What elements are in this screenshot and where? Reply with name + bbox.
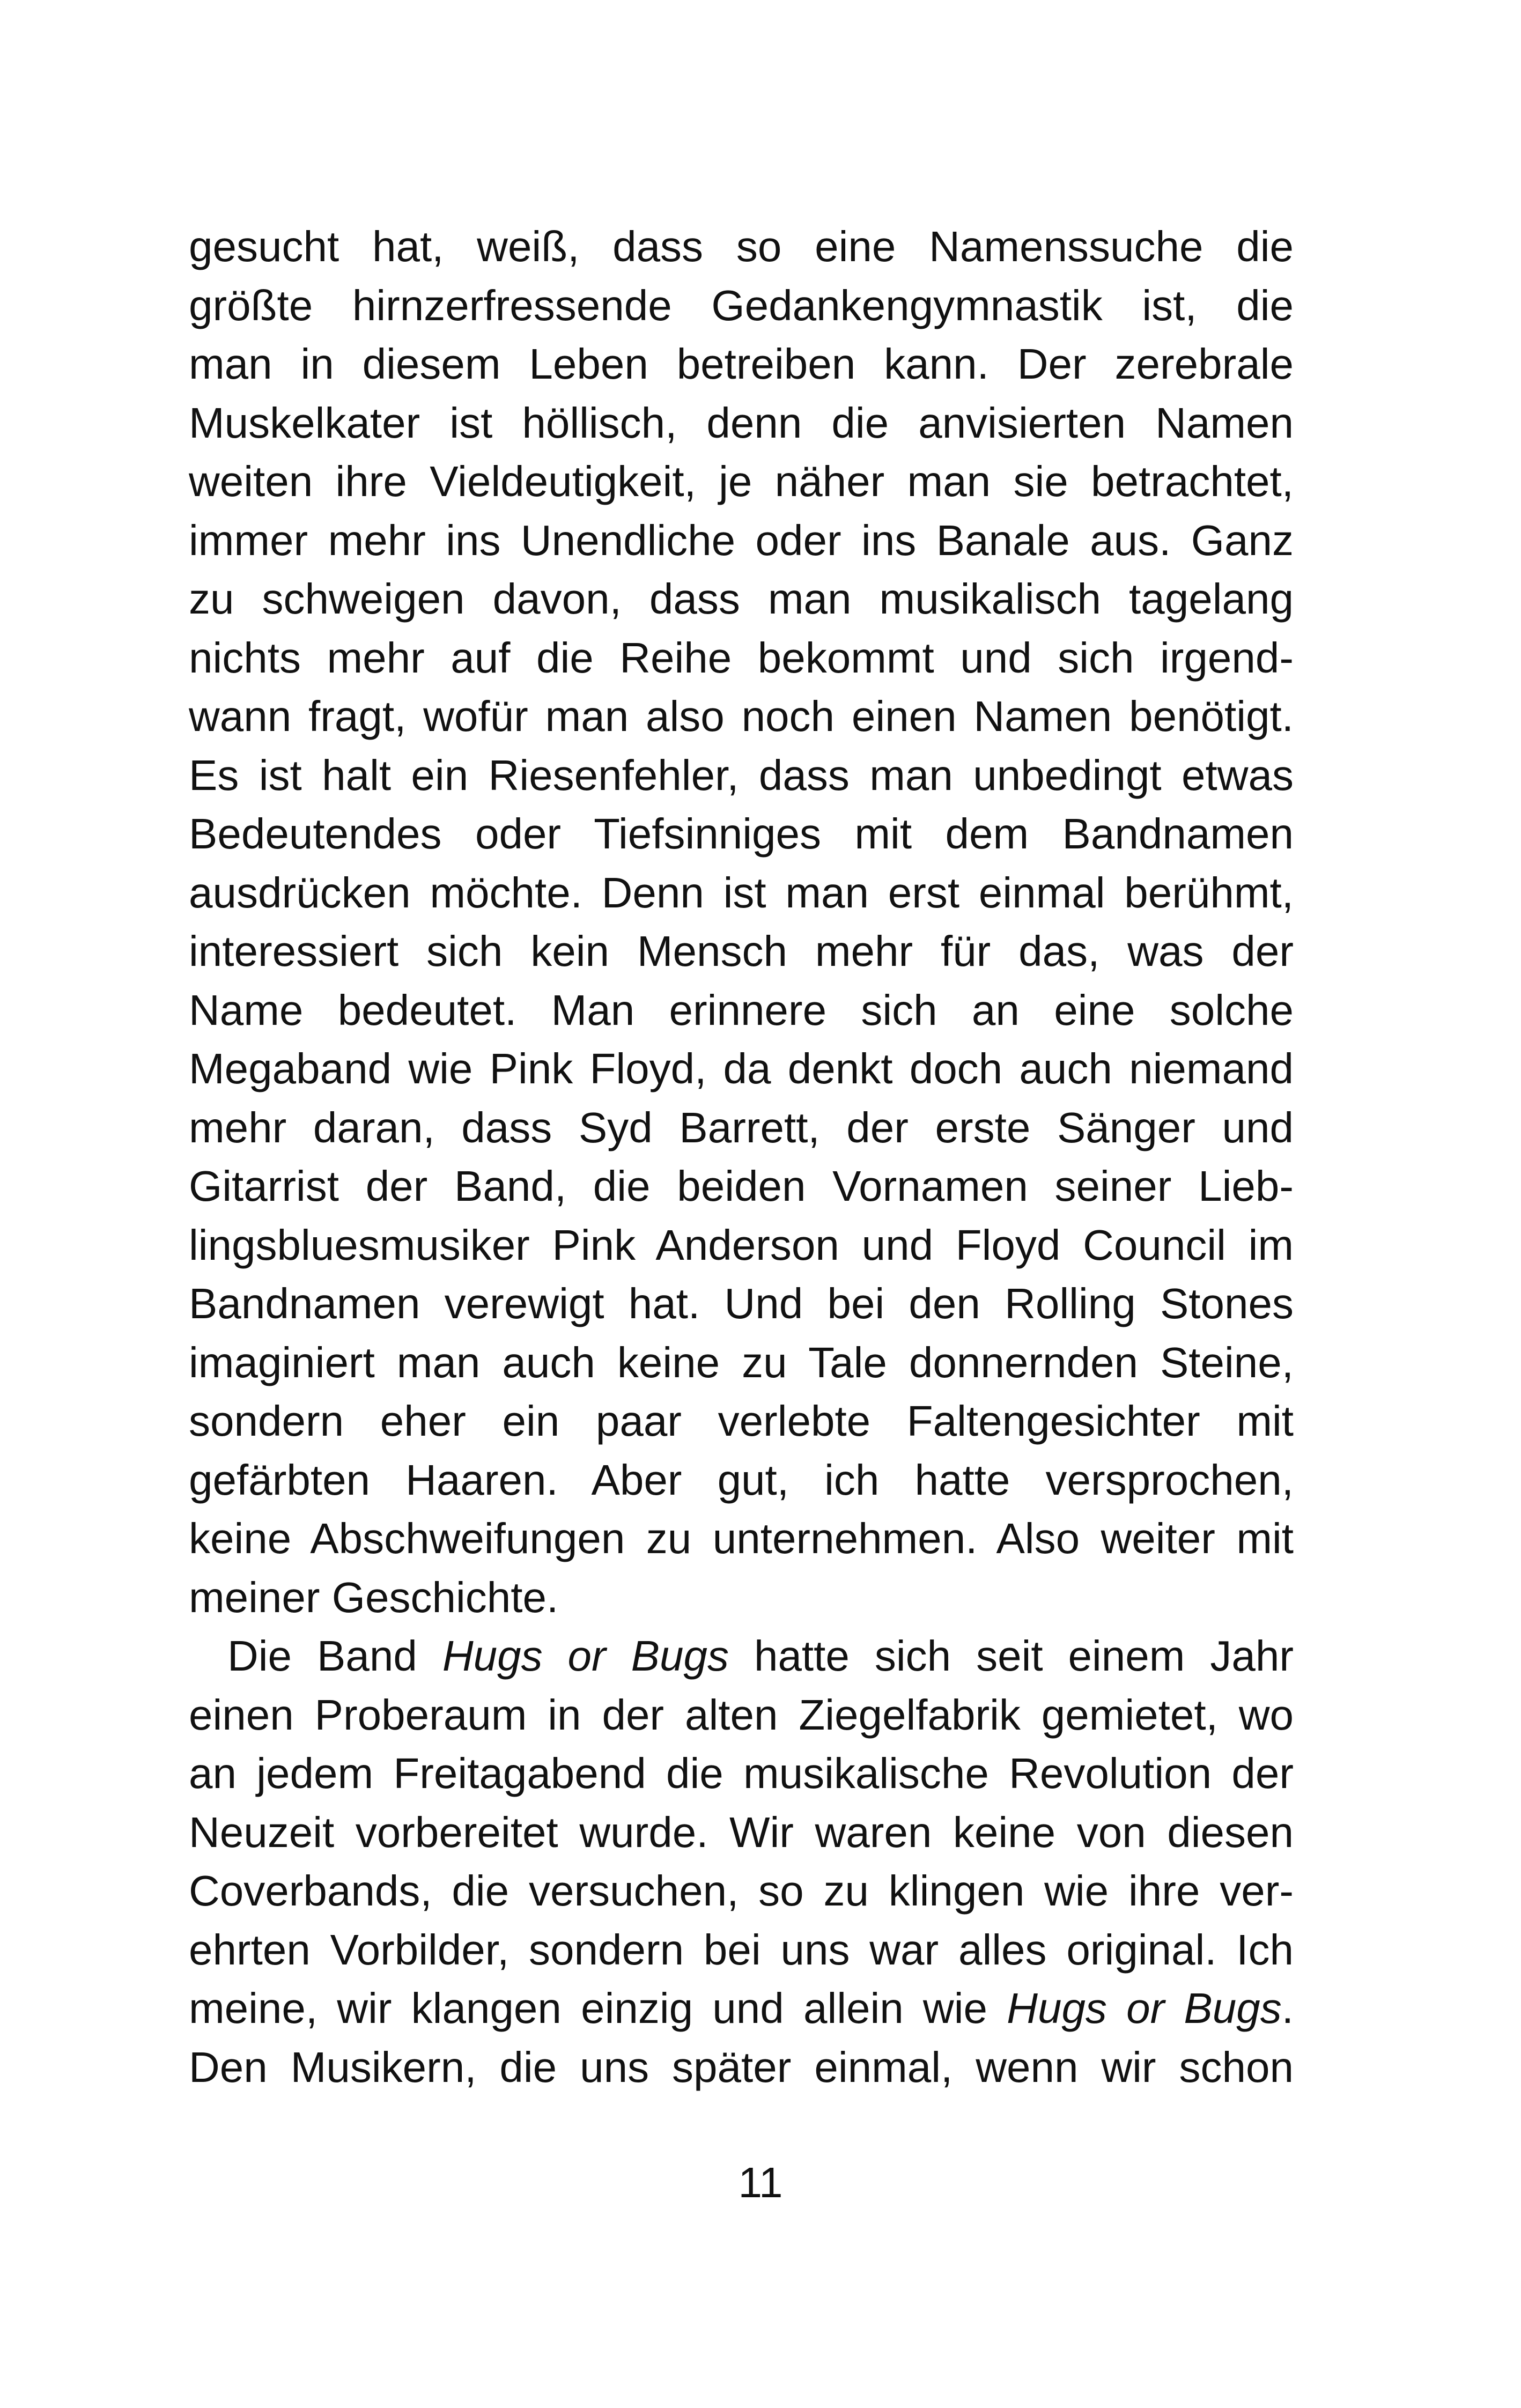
text-line: Den Musikern, die uns später einmal, wenn wir schon bbox=[189, 2043, 1294, 2091]
text-line: Bedeutendes oder Tiefsinniges mit dem Bandnamen bbox=[189, 810, 1294, 858]
text-line bbox=[189, 1627, 1294, 1686]
text-line: ehrten Vorbilder, sondern bei uns war alles original. Ich bbox=[189, 1925, 1294, 1974]
text-line: mehr daran, dass Syd Barrett, der erste Sänger und bbox=[189, 1103, 1294, 1151]
text-run: meine, wir klangen einzig und allein wie bbox=[189, 1984, 1007, 2032]
text-line: Name bedeutet. Man erinnere sich an eine solche bbox=[189, 986, 1294, 1034]
text-line: immer mehr ins Unendliche oder ins Banale aus. Ganz bbox=[189, 516, 1294, 564]
text-line: ausdrücken möchte. Denn ist man erst einmal berühmt, bbox=[189, 868, 1294, 917]
text-line: man in diesem Leben betreiben kann. Der zerebrale bbox=[189, 340, 1294, 388]
text-line: Muskelkater ist höllisch, denn die anvisierten Namen bbox=[189, 398, 1294, 447]
text-line: weiten ihre Vieldeutigkeit, je näher man sie betrachtet, bbox=[189, 457, 1294, 505]
text-run: Die Band bbox=[227, 1632, 442, 1680]
text-line: Gitarrist der Band, die beiden Vornamen seiner Lieb- bbox=[189, 1162, 1294, 1210]
text-line: sondern eher ein paar verlebte Faltengesichter mit bbox=[189, 1397, 1294, 1445]
text-line: imaginiert man auch keine zu Tale donnernden Steine, bbox=[189, 1338, 1294, 1386]
text-line: Bandnamen verewigt hat. Und bei den Rolling Stones bbox=[189, 1280, 1294, 1327]
band-name-italic: Hugs or Bugs bbox=[1007, 1984, 1282, 2032]
text-line bbox=[189, 1979, 1294, 2038]
text-line: lingsbluesmusiker Pink Anderson und Floyd Council im bbox=[189, 1221, 1294, 1269]
text-line: zu schweigen davon, dass man musikalisch tagelang bbox=[189, 575, 1294, 623]
text-line: an jedem Freitagabend die musikalische Revolution der bbox=[189, 1749, 1294, 1797]
text-run: hatte sich seit einem Jahr bbox=[728, 1632, 1294, 1680]
page-number: 11 bbox=[738, 2159, 783, 2206]
paragraph bbox=[189, 1627, 1294, 2096]
text-line: nichts mehr auf die Reihe bekommt und sich irgend- bbox=[189, 633, 1294, 682]
text-line: keine Abschweifungen zu unternehmen. Also weiter mit bbox=[189, 1515, 1294, 1562]
text-line: Es ist halt ein Riesenfehler, dass man unbedingt etwas bbox=[189, 751, 1294, 799]
text-line: meiner Geschichte. bbox=[189, 1573, 559, 1621]
text-run: . bbox=[1281, 1984, 1294, 2032]
text-line: gefärbten Haaren. Aber gut, ich hatte versprochen, bbox=[189, 1456, 1294, 1504]
text-line: Coverbands, die versuchen, so zu klingen wie ihre ver- bbox=[189, 1867, 1294, 1915]
text-line: einen Proberaum in der alten Ziegelfabrik gemietet, wo bbox=[189, 1690, 1294, 1739]
text-line: größte hirnzerfressende Gedankengymnastik ist, die bbox=[189, 281, 1294, 329]
text-line: wann fragt, wofür man also noch einen Namen benötigt. bbox=[189, 692, 1294, 740]
paragraph bbox=[189, 217, 1294, 1627]
text-line: interessiert sich kein Mensch mehr für das, was der bbox=[189, 927, 1294, 975]
band-name-italic: Hugs or Bugs bbox=[442, 1632, 729, 1680]
page-body-text bbox=[189, 217, 1294, 2096]
text-line: Neuzeit vorbereitet wurde. Wir waren keine von diesen bbox=[189, 1808, 1294, 1856]
text-line: Megaband wie Pink Floyd, da denkt doch auch niemand bbox=[189, 1045, 1294, 1092]
text-line: gesucht hat, weiß, dass so eine Namenssuche die bbox=[189, 223, 1294, 270]
